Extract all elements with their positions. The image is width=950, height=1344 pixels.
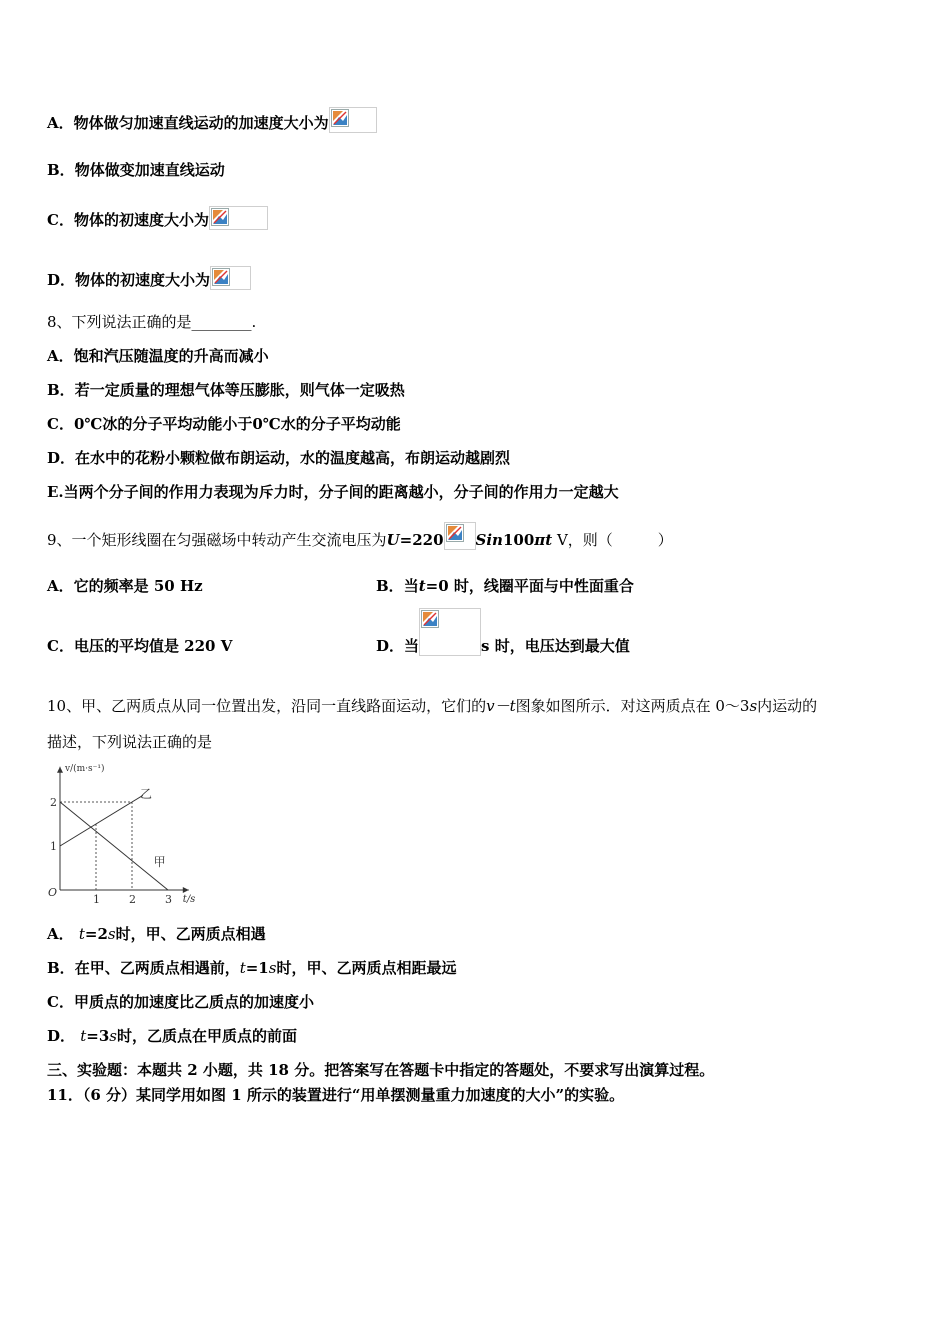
y-tick-label: 2 — [50, 796, 57, 809]
q8-option-d: D．在水中的花粉小颗粒做布朗运动，水的温度越高，布朗运动越剧烈 — [47, 449, 511, 467]
y-axis-arrow — [57, 767, 63, 773]
q9-option-b: B．当t=0 时，线圈平面与中性面重合 — [376, 577, 634, 595]
series-line-yi — [60, 802, 132, 846]
q9-option-d: D．当 s 时，电压达到最大值 — [376, 636, 630, 656]
vt-chart — [42, 760, 212, 910]
q11-stem: 11．（6 分）某同学用如图 1 所示的装置进行“用单摆测量重力加速度的大小”的实验。 — [47, 1086, 625, 1104]
q8-option-c: C．0℃冰的分子平均动能小于0℃水的分子平均动能 — [47, 415, 401, 433]
series-line-jia — [60, 802, 168, 890]
y-axis-label: v/(m·s⁻¹) — [65, 763, 105, 774]
section-3-heading: 三、实验题：本题共 2 小题，共 18 分。把答案写在答题卡中指定的答题处，不要求写出演算过程。 — [47, 1061, 715, 1079]
formula-image-icon — [209, 206, 268, 230]
q10-option-c: C．甲质点的加速度比乙质点的加速度小 — [47, 993, 314, 1011]
origin-label: O — [48, 886, 58, 899]
q9-option-a: A．它的频率是 50 Hz — [47, 577, 203, 595]
x-axis-arrow — [183, 887, 189, 893]
q8-option-b: B．若一定质量的理想气体等压膨胀，则气体一定吸热 — [47, 381, 405, 399]
q10-stem-line1: 10、甲、乙两质点从同一位置出发，沿同一直线路面运动，它们的v－t图象如图所示．对这两质点在 0～3s内运动的 — [47, 697, 818, 715]
q9-option-c: C．电压的平均值是 220 V — [47, 637, 233, 655]
y-tick-label: 1 — [50, 840, 57, 853]
q7-option-d: D．物体的初速度大小为 — [47, 266, 251, 290]
formula-image-icon — [329, 107, 377, 133]
q10-option-a: A． t=2s时，甲、乙两质点相遇 — [47, 925, 266, 943]
fraction-image-icon — [419, 608, 481, 656]
series-label-yi: 乙 — [140, 787, 153, 801]
q9-stem: 9、一个矩形线圈在匀强磁场中转动产生交流电压为U=220 Sin100πt V，则（ ） — [47, 530, 673, 550]
q7-option-c: C．物体的初速度大小为 — [47, 206, 268, 230]
x-axis-label: t/s — [182, 894, 196, 905]
x-tick-label: 2 — [129, 893, 136, 906]
formula-image-icon — [210, 266, 251, 290]
q10-option-b: B．在甲、乙两质点相遇前，t=1s时，甲、乙两质点相距最远 — [47, 959, 457, 977]
sqrt2-image-icon — [444, 522, 476, 550]
q8-option-e: E.当两个分子间的作用力表现为斥力时，分子间的距离越小，分子间的作用力一定越大 — [47, 483, 619, 501]
q7-option-b: B．物体做变加速直线运动 — [47, 161, 225, 179]
q8-stem: 8、下列说法正确的是________. — [47, 313, 257, 331]
q10-option-d: D． t=3s时，乙质点在甲质点的前面 — [47, 1027, 298, 1045]
x-tick-label: 3 — [165, 893, 172, 906]
series-label-jia: 甲 — [153, 854, 166, 869]
q10-stem-line2: 描述，下列说法正确的是 — [47, 733, 213, 751]
q8-option-a: A．饱和汽压随温度的升高而减小 — [47, 347, 269, 365]
q7-option-a: A．物体做匀加速直线运动的加速度大小为 — [47, 113, 377, 133]
x-tick-label: 1 — [93, 893, 100, 906]
